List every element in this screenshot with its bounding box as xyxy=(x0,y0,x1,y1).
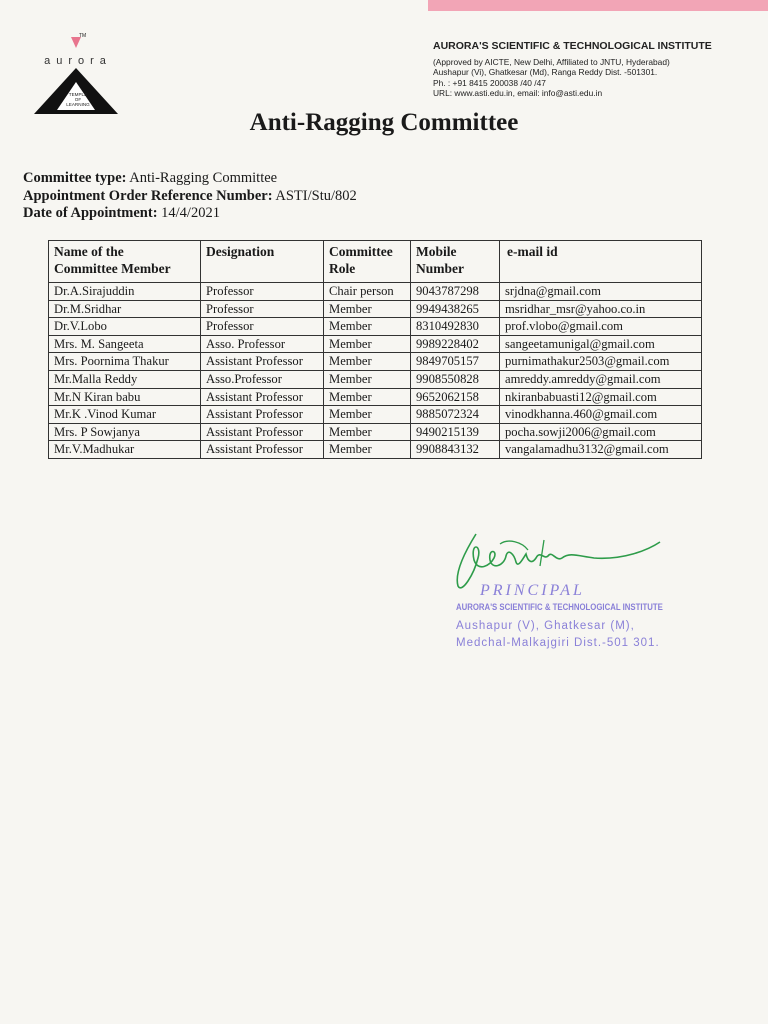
header-committee-role-text: Committee Role xyxy=(329,244,393,276)
cell-committee-role: Member xyxy=(324,441,411,459)
table-header-row xyxy=(49,241,702,283)
cell-committee-role: Member xyxy=(324,423,411,441)
cell-member-name: Mrs. M. Sangeeta xyxy=(49,335,201,353)
table-row xyxy=(49,283,702,301)
cell-mobile-number: 8310492830 xyxy=(411,318,500,336)
cell-mobile-number: 9885072324 xyxy=(411,406,500,424)
cell-member-name: Mrs. P Sowjanya xyxy=(49,423,201,441)
header-email xyxy=(500,241,702,283)
cell-email: purnimathakur2503@gmail.com xyxy=(500,353,702,371)
order-reference-row xyxy=(23,188,357,206)
cell-email: sangeetamunigal@gmail.com xyxy=(500,335,702,353)
table-row xyxy=(49,423,702,441)
table-row xyxy=(49,300,702,318)
committee-type-label: Committee type: xyxy=(23,170,127,186)
cell-designation: Assistant Professor xyxy=(201,423,324,441)
cell-committee-role: Member xyxy=(324,300,411,318)
cell-committee-role: Member xyxy=(324,406,411,424)
institute-header xyxy=(433,40,763,99)
table-row xyxy=(49,406,702,424)
stamp-institute-name: AURORA'S SCIENTIFIC & TECHNOLOGICAL INSTITUTE xyxy=(456,602,663,613)
cell-email: amreddy.amreddy@gmail.com xyxy=(500,370,702,388)
logo-trademark: TM xyxy=(79,33,87,39)
cell-mobile-number: 9490215139 xyxy=(411,423,500,441)
cell-designation: Assistant Professor xyxy=(201,353,324,371)
header-member-name xyxy=(49,241,201,283)
header-email-text: e-mail id xyxy=(507,244,558,259)
cell-mobile-number: 9652062158 xyxy=(411,388,500,406)
order-reference-value: ASTI/Stu/802 xyxy=(275,187,357,204)
cell-member-name: Mr.V.Madhukar xyxy=(49,441,201,459)
cell-email: pocha.sowji2006@gmail.com xyxy=(500,423,702,441)
institute-url-line: URL: www.asti.edu.in, email: info@asti.edu.in xyxy=(433,88,603,99)
committee-details xyxy=(23,170,357,223)
top-accent-bar xyxy=(428,0,768,11)
cell-mobile-number: 9043787298 xyxy=(411,283,500,301)
cell-mobile-number: 9849705157 xyxy=(411,353,500,371)
header-mobile-number xyxy=(411,241,500,283)
cell-designation: Assistant Professor xyxy=(201,406,324,424)
cell-member-name: Dr.A.Sirajuddin xyxy=(49,283,201,301)
cell-committee-role: Member xyxy=(324,388,411,406)
cell-email: vinodkhanna.460@gmail.com xyxy=(500,406,702,424)
cell-designation: Assistant Professor xyxy=(201,388,324,406)
cell-email: nkiranbabuasti12@gmail.com xyxy=(500,388,702,406)
cell-designation: Asso. Professor xyxy=(201,335,324,353)
header-mobile-number-text: Mobile Number xyxy=(416,244,464,276)
appointment-date-row xyxy=(23,205,357,223)
cell-member-name: Mr.Malla Reddy xyxy=(49,370,201,388)
logo-tagline: TEMPLE OF LEARNING xyxy=(66,92,90,107)
cell-member-name: Mr.N Kiran babu xyxy=(49,388,201,406)
cell-email: msridhar_msr@yahoo.co.in xyxy=(500,300,702,318)
cell-committee-role: Member xyxy=(324,335,411,353)
cell-designation: Professor xyxy=(201,300,324,318)
institute-approval-line: (Approved by AICTE, New Delhi, Affiliated to JNTU, Hyderabad) xyxy=(433,57,670,67)
cell-committee-role: Member xyxy=(324,318,411,336)
table-row xyxy=(49,335,702,353)
cell-mobile-number: 9908550828 xyxy=(411,370,500,388)
cell-mobile-number: 9949438265 xyxy=(411,300,500,318)
cell-mobile-number: 9989228402 xyxy=(411,335,500,353)
table-row xyxy=(49,318,702,336)
committee-type-row xyxy=(23,170,357,188)
principal-stamp xyxy=(448,520,748,670)
cell-member-name: Mrs. Poornima Thakur xyxy=(49,353,201,371)
cell-designation: Professor xyxy=(201,283,324,301)
appointment-date-value: 14/4/2021 xyxy=(161,205,220,221)
cell-mobile-number: 9908843132 xyxy=(411,441,500,459)
table-row xyxy=(49,370,702,388)
cell-member-name: Mr.K .Vinod Kumar xyxy=(49,406,201,424)
cell-email: vangalamadhu3132@gmail.com xyxy=(500,441,702,459)
appointment-date-label: Date of Appointment: xyxy=(23,205,158,221)
header-designation: Designation xyxy=(201,241,324,283)
cell-designation: Asso.Professor xyxy=(201,370,324,388)
institute-name: AURORA'S SCIENTIFIC & TECHNOLOGICAL INSTITUTE xyxy=(433,40,712,52)
stamp-address-line-2: Medchal-Malkajgiri Dist.-501 301. xyxy=(456,637,660,649)
institute-address-line: Aushapur (Vi), Ghatkesar (Md), Ranga Reddy Dist. -501301. xyxy=(433,67,658,78)
header-member-name-text: Name of the Committee Member xyxy=(54,244,171,276)
table-row xyxy=(49,441,702,459)
cell-committee-role: Chair person xyxy=(324,283,411,301)
logo-wordmark: aurora xyxy=(44,55,112,67)
committee-members-table xyxy=(48,240,702,459)
committee-type-value: Anti-Ragging Committee xyxy=(129,170,278,186)
cell-member-name: Dr.M.Sridhar xyxy=(49,300,201,318)
header-committee-role xyxy=(324,241,411,283)
order-reference-label: Appointment Order Reference Number: xyxy=(23,187,273,204)
cell-email: prof.vlobo@gmail.com xyxy=(500,318,702,336)
cell-email: srjdna@gmail.com xyxy=(500,283,702,301)
cell-designation: Professor xyxy=(201,318,324,336)
page-title: Anti-Ragging Committee xyxy=(249,109,519,136)
cell-committee-role: Member xyxy=(324,370,411,388)
stamp-address-line-1: Aushapur (V), Ghatkesar (M), xyxy=(456,620,635,632)
stamp-principal-title: PRINCIPAL xyxy=(480,582,585,599)
table-row xyxy=(49,388,702,406)
cell-designation: Assistant Professor xyxy=(201,441,324,459)
cell-member-name: Dr.V.Lobo xyxy=(49,318,201,336)
table-row xyxy=(49,353,702,371)
cell-committee-role: Member xyxy=(324,353,411,371)
institute-phone-line: Ph. : +91 8415 200038 /40 /47 xyxy=(433,77,546,88)
